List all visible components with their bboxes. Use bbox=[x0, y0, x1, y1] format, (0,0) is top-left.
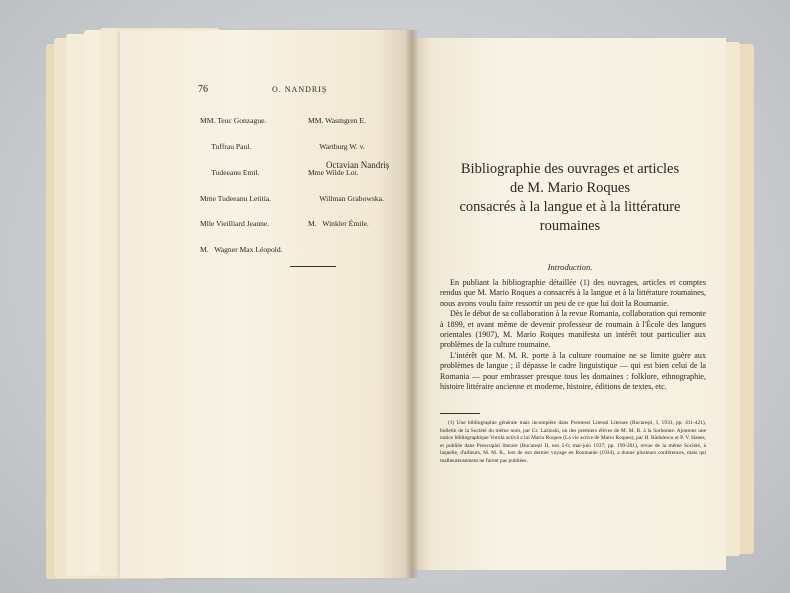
list-item: Mme Tudeeanu Letitia. bbox=[200, 193, 272, 203]
title-line: de M. Mario Roques bbox=[509, 180, 630, 196]
list-item: Willman Grabowska. bbox=[308, 193, 384, 203]
page-number: 76 bbox=[198, 84, 208, 95]
running-head: O. NANDRIȘ bbox=[272, 85, 328, 94]
list-item: Tuffrau Paul. bbox=[200, 141, 252, 151]
footnote-text: (1) Une bibliographie générale mais incomplète dans Preotesei Literati Literare (Bucarești, I, 1933, pp. 411-421), bulletin de la Société du même nom, par Gr. Lazinski, un des premiers élèves de M. M. R. à la Sorbonne. Ajoutons une notice bibliographique Vorofa activă a lui Mario Roques (La vie active de Mario Roques), par H. Rădulescu et P. V. Hanes, et publiée dans Preocupări literare (Bucarești II, nos 5-6; mai-juin 1937; pp. 199-201), revue de la même Société, à laquelle, d'ailleurs, M. M. R., lors de son dernier voyage en Roumanie (1934), a donné plusieurs conférences, mais qui malheureusement ne furent pas publiées. bbox=[440, 420, 706, 464]
list-item: Mme Wilde Lot. bbox=[308, 167, 359, 177]
paragraph: Dès le début de sa collaboration à la revue Romania, collaboration qui remonte à 1899, et avant même de devenir professeur de roumain à l'École des langues orientales (1907), M. Mario Roques manifesta un intérêt tout particulier aux problèmes de la culture roumaine. bbox=[440, 309, 706, 350]
list-item: Mlle Vieilliard Jeanne. bbox=[200, 219, 270, 229]
article-title bbox=[436, 160, 704, 236]
paragraph: En publiant la bibliographie détaillée (1) des ouvrages, articles et comptes rendus que M. Mario Roques a consacrés à la langue et à la littérature roumaines, nous avons voulu faire ressortir un peu de ce que lui doit la Roumanie. bbox=[440, 278, 706, 308]
body-text bbox=[440, 278, 706, 392]
footnote-divider bbox=[440, 413, 480, 414]
list-item: M. Winkler Émile. bbox=[308, 219, 369, 229]
paragraph: L'intérêt que M. M. R. porte à la culture roumaine ne se limite guère aux problèmes de langue ; il dépasse le cadre linguistique — qui est bien celui de la Romania — pour embrasser presque tous les domaines : folklore, ethnographie, histoire littéraire ancienne et moderne, histoire, éditions de textes, etc. bbox=[440, 350, 706, 392]
name-list-column-2 bbox=[308, 100, 384, 246]
section-heading: Introduction. bbox=[547, 262, 593, 272]
list-item: Wartburg W. v. bbox=[308, 141, 365, 151]
list-item: M. Wagner Max Léopold. bbox=[200, 245, 283, 255]
book-gutter bbox=[405, 30, 419, 578]
list-item: MM. Wasmgren E. bbox=[308, 116, 366, 126]
title-line: consacrés à la langue et à la littérature bbox=[459, 199, 681, 215]
list-item: MM. Teuc Gonzague. bbox=[200, 116, 267, 126]
footnote bbox=[440, 420, 706, 466]
name-list-column-1 bbox=[200, 100, 283, 272]
divider bbox=[290, 266, 336, 267]
title-line: Bibliographie des ouvrages et articles bbox=[460, 161, 680, 177]
list-item: Tudeeanu Emil. bbox=[200, 167, 260, 177]
author-signature: Octavian Nandriș bbox=[326, 160, 390, 170]
title-line: roumaines bbox=[539, 218, 601, 234]
